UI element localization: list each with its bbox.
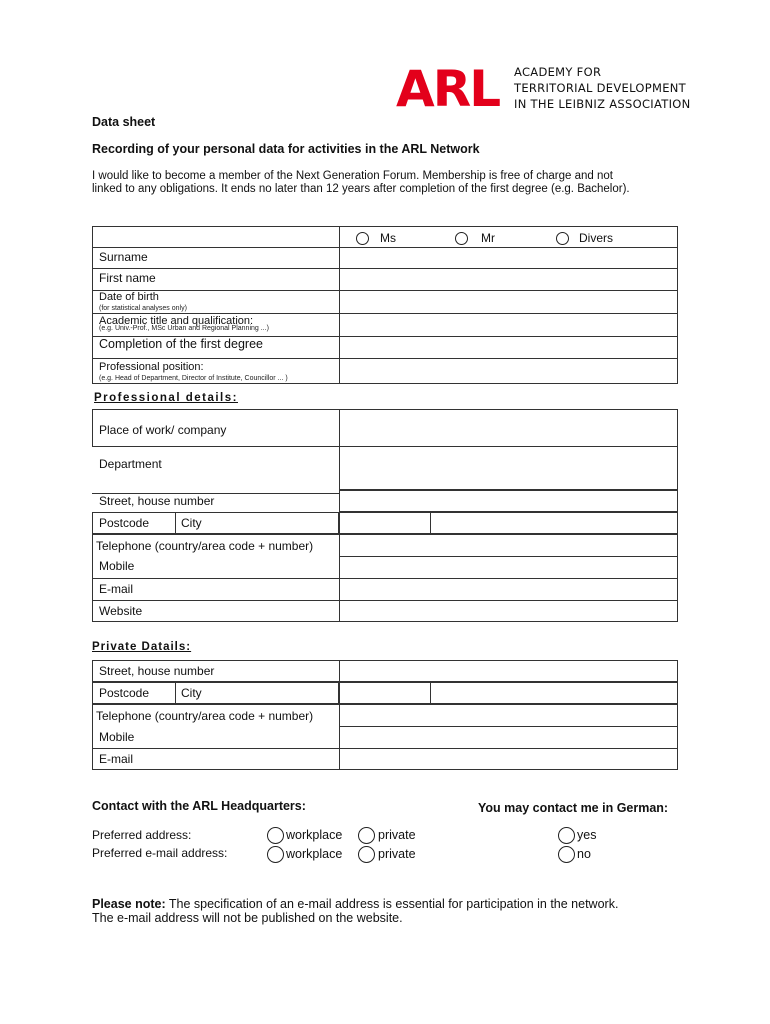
note-label: Please note: [92, 897, 166, 911]
private-postcode-label: Postcode [99, 686, 150, 700]
intro-text: I would like to become a member of the Next Generation Forum. Membership is free of charge and not [92, 170, 613, 182]
telephone-label: Telephone (country/area code + number) [96, 539, 314, 553]
divider [175, 512, 176, 534]
private-email-label: E-mail [99, 752, 134, 766]
dob-field[interactable] [340, 291, 677, 313]
org-line: ACADEMY FOR [514, 65, 602, 79]
address-private-radio[interactable] [358, 827, 375, 844]
german-no-label: no [577, 847, 591, 861]
org-line: IN THE LEIBNIZ ASSOCIATION [514, 97, 691, 111]
professional-heading: Professional details: [94, 392, 238, 404]
postcode-field[interactable] [339, 512, 431, 534]
street-field[interactable] [339, 490, 678, 512]
private-heading: Private Datails: [92, 641, 192, 653]
salutation-divers-radio[interactable] [556, 232, 569, 245]
private-mobile-label: Mobile [99, 730, 135, 744]
position-label: Professional position: [99, 361, 204, 373]
telephone-field[interactable] [340, 535, 677, 556]
email-workplace-radio[interactable] [267, 846, 284, 863]
private-city-label: City [181, 686, 202, 700]
position-hint: (e.g. Head of Department, Director of Institute, Councillor ... ) [99, 375, 288, 382]
workplace-field[interactable] [340, 410, 677, 446]
salutation-mr-radio[interactable] [455, 232, 468, 245]
email-label: E-mail [99, 582, 134, 596]
private-street-field[interactable] [340, 661, 677, 682]
email-private-label: private [378, 847, 416, 861]
dob-hint: (for statistical analyses only) [99, 305, 187, 312]
note-line [92, 897, 618, 911]
private-street-label: Street, house number [99, 664, 215, 678]
divider [175, 682, 176, 704]
email-private-radio[interactable] [358, 846, 375, 863]
org-line: TERRITORIAL DEVELOPMENT [514, 81, 687, 95]
street-label: Street, house number [99, 494, 215, 508]
document-subtitle: Recording of your personal data for activities in the ARL Network [92, 142, 480, 156]
workplace-label: Place of work/ company [99, 423, 227, 437]
private-postcode-field[interactable] [339, 682, 431, 704]
document-title: Data sheet [92, 115, 156, 129]
preferred-address-label: Preferred address: [92, 828, 192, 842]
private-email-field[interactable] [340, 749, 677, 769]
german-yes-radio[interactable] [558, 827, 575, 844]
website-label: Website [99, 604, 143, 618]
department-field[interactable] [339, 446, 678, 490]
mobile-field[interactable] [340, 557, 677, 578]
academic-title-field[interactable] [340, 314, 677, 336]
first-name-field[interactable] [340, 269, 677, 290]
city-field[interactable] [430, 512, 678, 534]
address-workplace-radio[interactable] [267, 827, 284, 844]
preferred-email-label: Preferred e-mail address: [92, 846, 228, 860]
website-field[interactable] [340, 601, 677, 621]
address-private-label: private [378, 828, 416, 842]
mobile-label: Mobile [99, 559, 135, 573]
org-name [514, 64, 691, 112]
academic-title-hint: (e.g. Univ.-Prof., MSc Urban and Regional Planning ...) [99, 325, 269, 332]
surname-field[interactable] [340, 248, 677, 268]
salutation-ms-radio[interactable] [356, 232, 369, 245]
note-text: The specification of an e-mail address is essential for participation in the network. [165, 897, 619, 911]
german-no-radio[interactable] [558, 846, 575, 863]
first-degree-field[interactable] [340, 337, 677, 358]
position-field[interactable] [340, 359, 677, 383]
private-telephone-field[interactable] [340, 705, 677, 726]
department-label: Department [99, 457, 162, 471]
private-city-field[interactable] [430, 682, 678, 704]
salutation-mr-label: Mr [481, 231, 495, 245]
german-yes-label: yes [577, 828, 597, 842]
private-mobile-field[interactable] [340, 727, 677, 748]
salutation-divers-label: Divers [579, 231, 614, 245]
salutation-ms-label: Ms [380, 231, 396, 245]
city-label: City [181, 516, 202, 530]
german-contact-heading: You may contact me in German: [478, 801, 669, 815]
contact-heading: Contact with the ARL Headquarters: [92, 799, 306, 813]
address-workplace-label: workplace [286, 828, 343, 842]
dob-label: Date of birth [99, 291, 159, 303]
note-line-2: The e-mail address will not be published on the website. [92, 911, 403, 925]
surname-label: Surname [99, 250, 148, 264]
first-name-label: First name [99, 271, 156, 285]
arl-logo: ARL [396, 60, 500, 118]
postcode-label: Postcode [99, 516, 150, 530]
academic-title-label: Academic title and qualification: [99, 315, 254, 327]
first-degree-label: Completion of the first degree [99, 337, 263, 351]
intro-text: linked to any obligations. It ends no later than 12 years after completion of the first degree (e.g. Bachelor). [92, 183, 630, 195]
email-workplace-label: workplace [286, 847, 343, 861]
email-field[interactable] [340, 579, 677, 600]
private-telephone-label: Telephone (country/area code + number) [96, 709, 314, 723]
